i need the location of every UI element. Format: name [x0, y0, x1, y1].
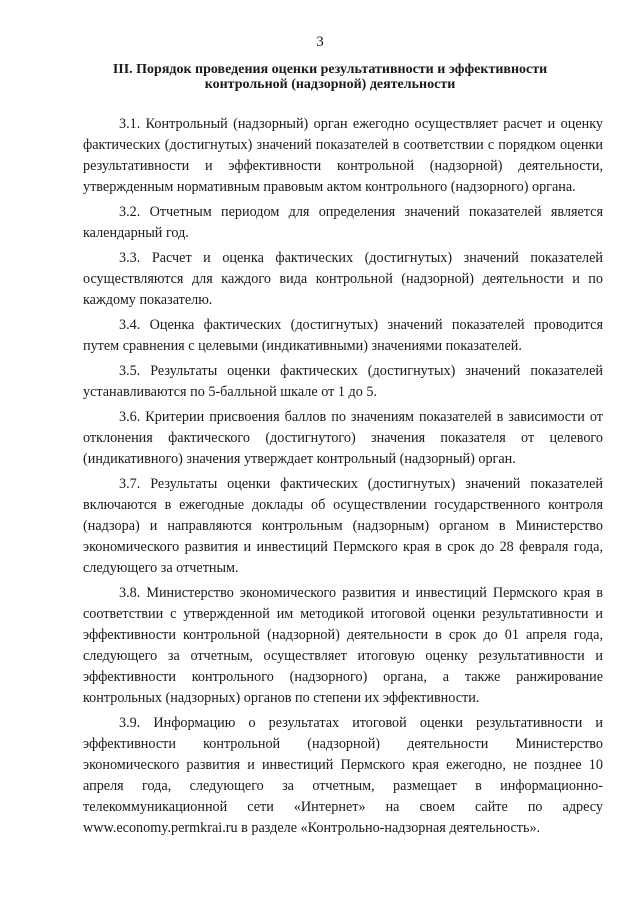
paragraph-3-7: 3.7. Результаты оценки фактических (достигнутых) значений показателей включаются в ежегодные доклады об осуществлении государственного контроля (надзора) и направляются контрольным (надзорным) органом в Министерство экономического развития и инвестиций Пермского края в срок до 28 февраля года, следующего за отчетным. [83, 476, 603, 576]
paragraph-3-3: 3.3. Расчет и оценка фактических (достигнутых) значений показателей осуществляются для каждого вида контрольной (надзорной) деятельности и по каждому показателю. [83, 250, 603, 308]
paragraph-3-4: 3.4. Оценка фактических (достигнутых) значений показателей проводится путем сравнения с целевыми (индикативными) значениями показателей. [83, 317, 603, 354]
paragraph-3-2: 3.2. Отчетным периодом для определения значений показателей является календарный год. [83, 204, 603, 241]
paragraph-3-6: 3.6. Критерии присвоения баллов по значениям показателей в зависимости от отклонения фактического (достигнутого) значения показателя от целевого (индикативного) значения утверждает контрольный (надзорный) орган. [83, 409, 603, 467]
page-number: 3 [316, 34, 324, 50]
section-title: III. Порядок проведения оценки результативности и эффективности контрольной (надзорной) деятельности [112, 62, 548, 92]
paragraph-3-8: 3.8. Министерство экономического развития и инвестиций Пермского края в соответствии с утвержденной им методикой итоговой оценки результативности и эффективности контрольной (надзорной) деятельности в срок до 01 апреля года, следующего за отчетным, осуществляет итоговую оценку результативности и эффективности контрольного (надзорного) органа, а также ранжирование контрольных (надзорных) органов по степени их эффективности. [83, 585, 603, 706]
section-body [83, 114, 603, 843]
paragraph-3-1: 3.1. Контрольный (надзорный) орган ежегодно осуществляет расчет и оценку фактических (достигнутых) значений показателей в соответствии с порядком оценки результативности и эффективности контрольной (надзорной) деятельности, утвержденным нормативным правовым актом контрольного (надзорного) органа. [83, 116, 603, 195]
paragraph-3-5: 3.5. Результаты оценки фактических (достигнутых) значений показателей устанавливаются по 5-балльной шкале от 1 до 5. [83, 363, 603, 400]
paragraph-3-9: 3.9. Информацию о результатах итоговой оценки результативности и эффективности контрольной (надзорной) деятельности Министерство экономического развития и инвестиций Пермского края ежегодно, не позднее 10 апреля года, следующего за отчетным, размещает в информационно-телекоммуникационной сети «Интернет» на своем сайте по адресу www.economy.permkrai.ru в разделе «Контрольно-надзорная деятельность». [83, 715, 603, 836]
